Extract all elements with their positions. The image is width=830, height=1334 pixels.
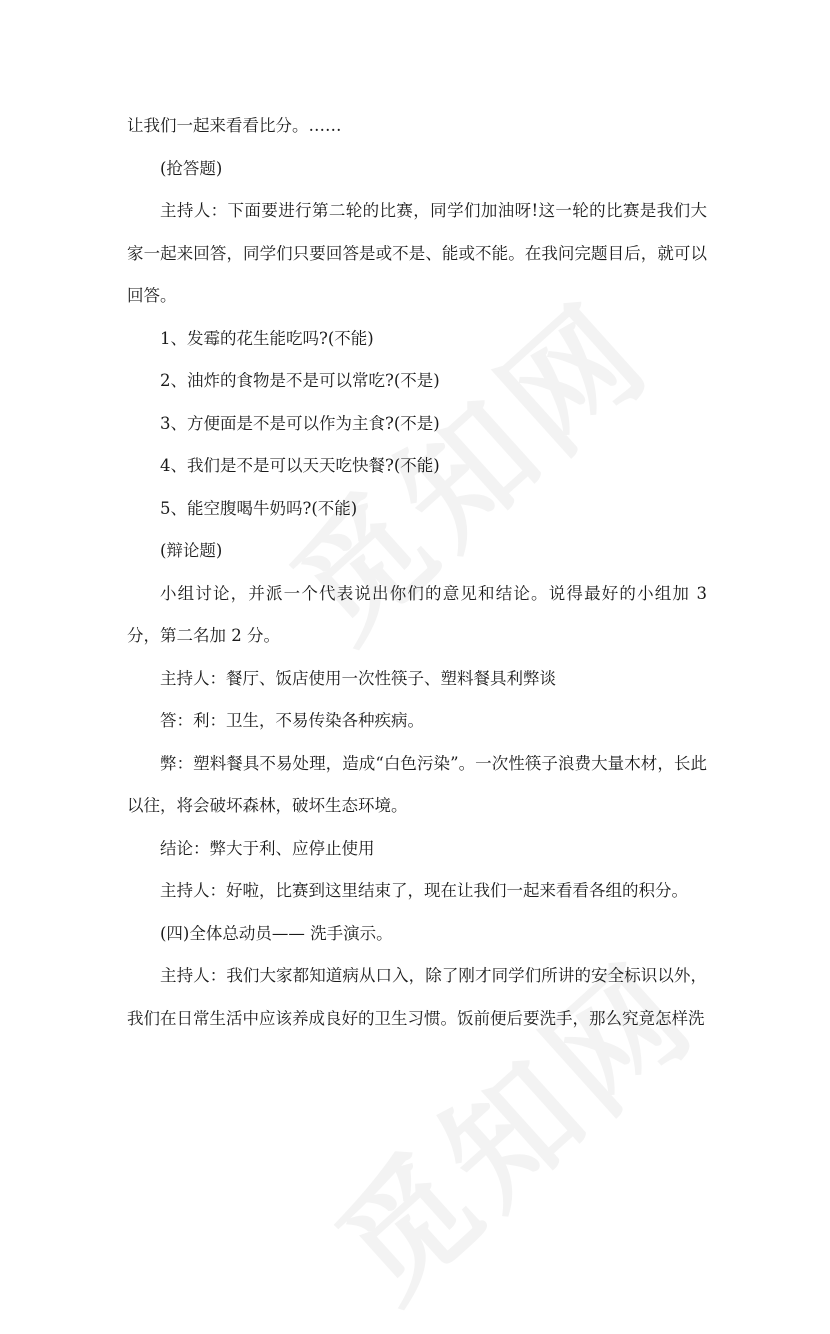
section-heading-quick-answer: (抢答题) — [160, 158, 223, 178]
paragraph-conclusion: 结论：弊大于利、应停止使用 — [160, 838, 375, 858]
paragraph-host-round-two: 主持人：下面要进行第二轮的比赛，同学们加油呀!这一轮的比赛是我们大家一起来回答，同学们只要回答是或不是、能或不能。在我问完题目后，就可以回答。 — [127, 201, 707, 305]
section-heading-debate: (辩论题) — [160, 541, 223, 560]
paragraph-score-intro: 让我们一起来看看比分。…… — [127, 116, 342, 135]
paragraph-group-discussion: 小组讨论，并派一个代表说出你们的意见和结论。说得最好的小组加 3 分，第二名加 2 分。 — [127, 583, 707, 645]
question-item-3: 3、方便面是不是可以作为主食?(不是) — [160, 413, 440, 433]
paragraph-answer-cons: 弊：塑料餐具不易处理，造成“白色污染”。一次性筷子浪费大量木材，长此以往，将会破坏森林，破坏生态环境。 — [127, 753, 707, 815]
question-item-5: 5、能空腹喝牛奶吗?(不能) — [160, 498, 358, 518]
document-body — [127, 105, 707, 1040]
paragraph-host-wrap-up: 主持人：好啦，比赛到这里结束了，现在让我们一起来看看各组的积分。 — [160, 881, 688, 900]
section-heading-handwashing: (四)全体总动员—— 洗手演示。 — [160, 923, 393, 943]
paragraph-host-debate-topic: 主持人：餐厅、饭店使用一次性筷子、塑料餐具利弊谈 — [160, 668, 556, 688]
question-item-2: 2、油炸的食物是不是可以常吃?(不是) — [160, 371, 440, 390]
question-item-4: 4、我们是不是可以天天吃快餐?(不能) — [160, 456, 440, 475]
paragraph-host-hygiene: 主持人：我们大家都知道病从口入，除了刚才同学们所讲的安全标识以外，我们在日常生活中应该养成良好的卫生习惯。饭前便后要洗手，那么究竟怎样洗 — [127, 966, 707, 1028]
paragraph-answer-pros: 答：利：卫生，不易传染各种疾病。 — [160, 711, 424, 730]
question-item-1: 1、发霉的花生能吃吗?(不能) — [160, 328, 374, 348]
